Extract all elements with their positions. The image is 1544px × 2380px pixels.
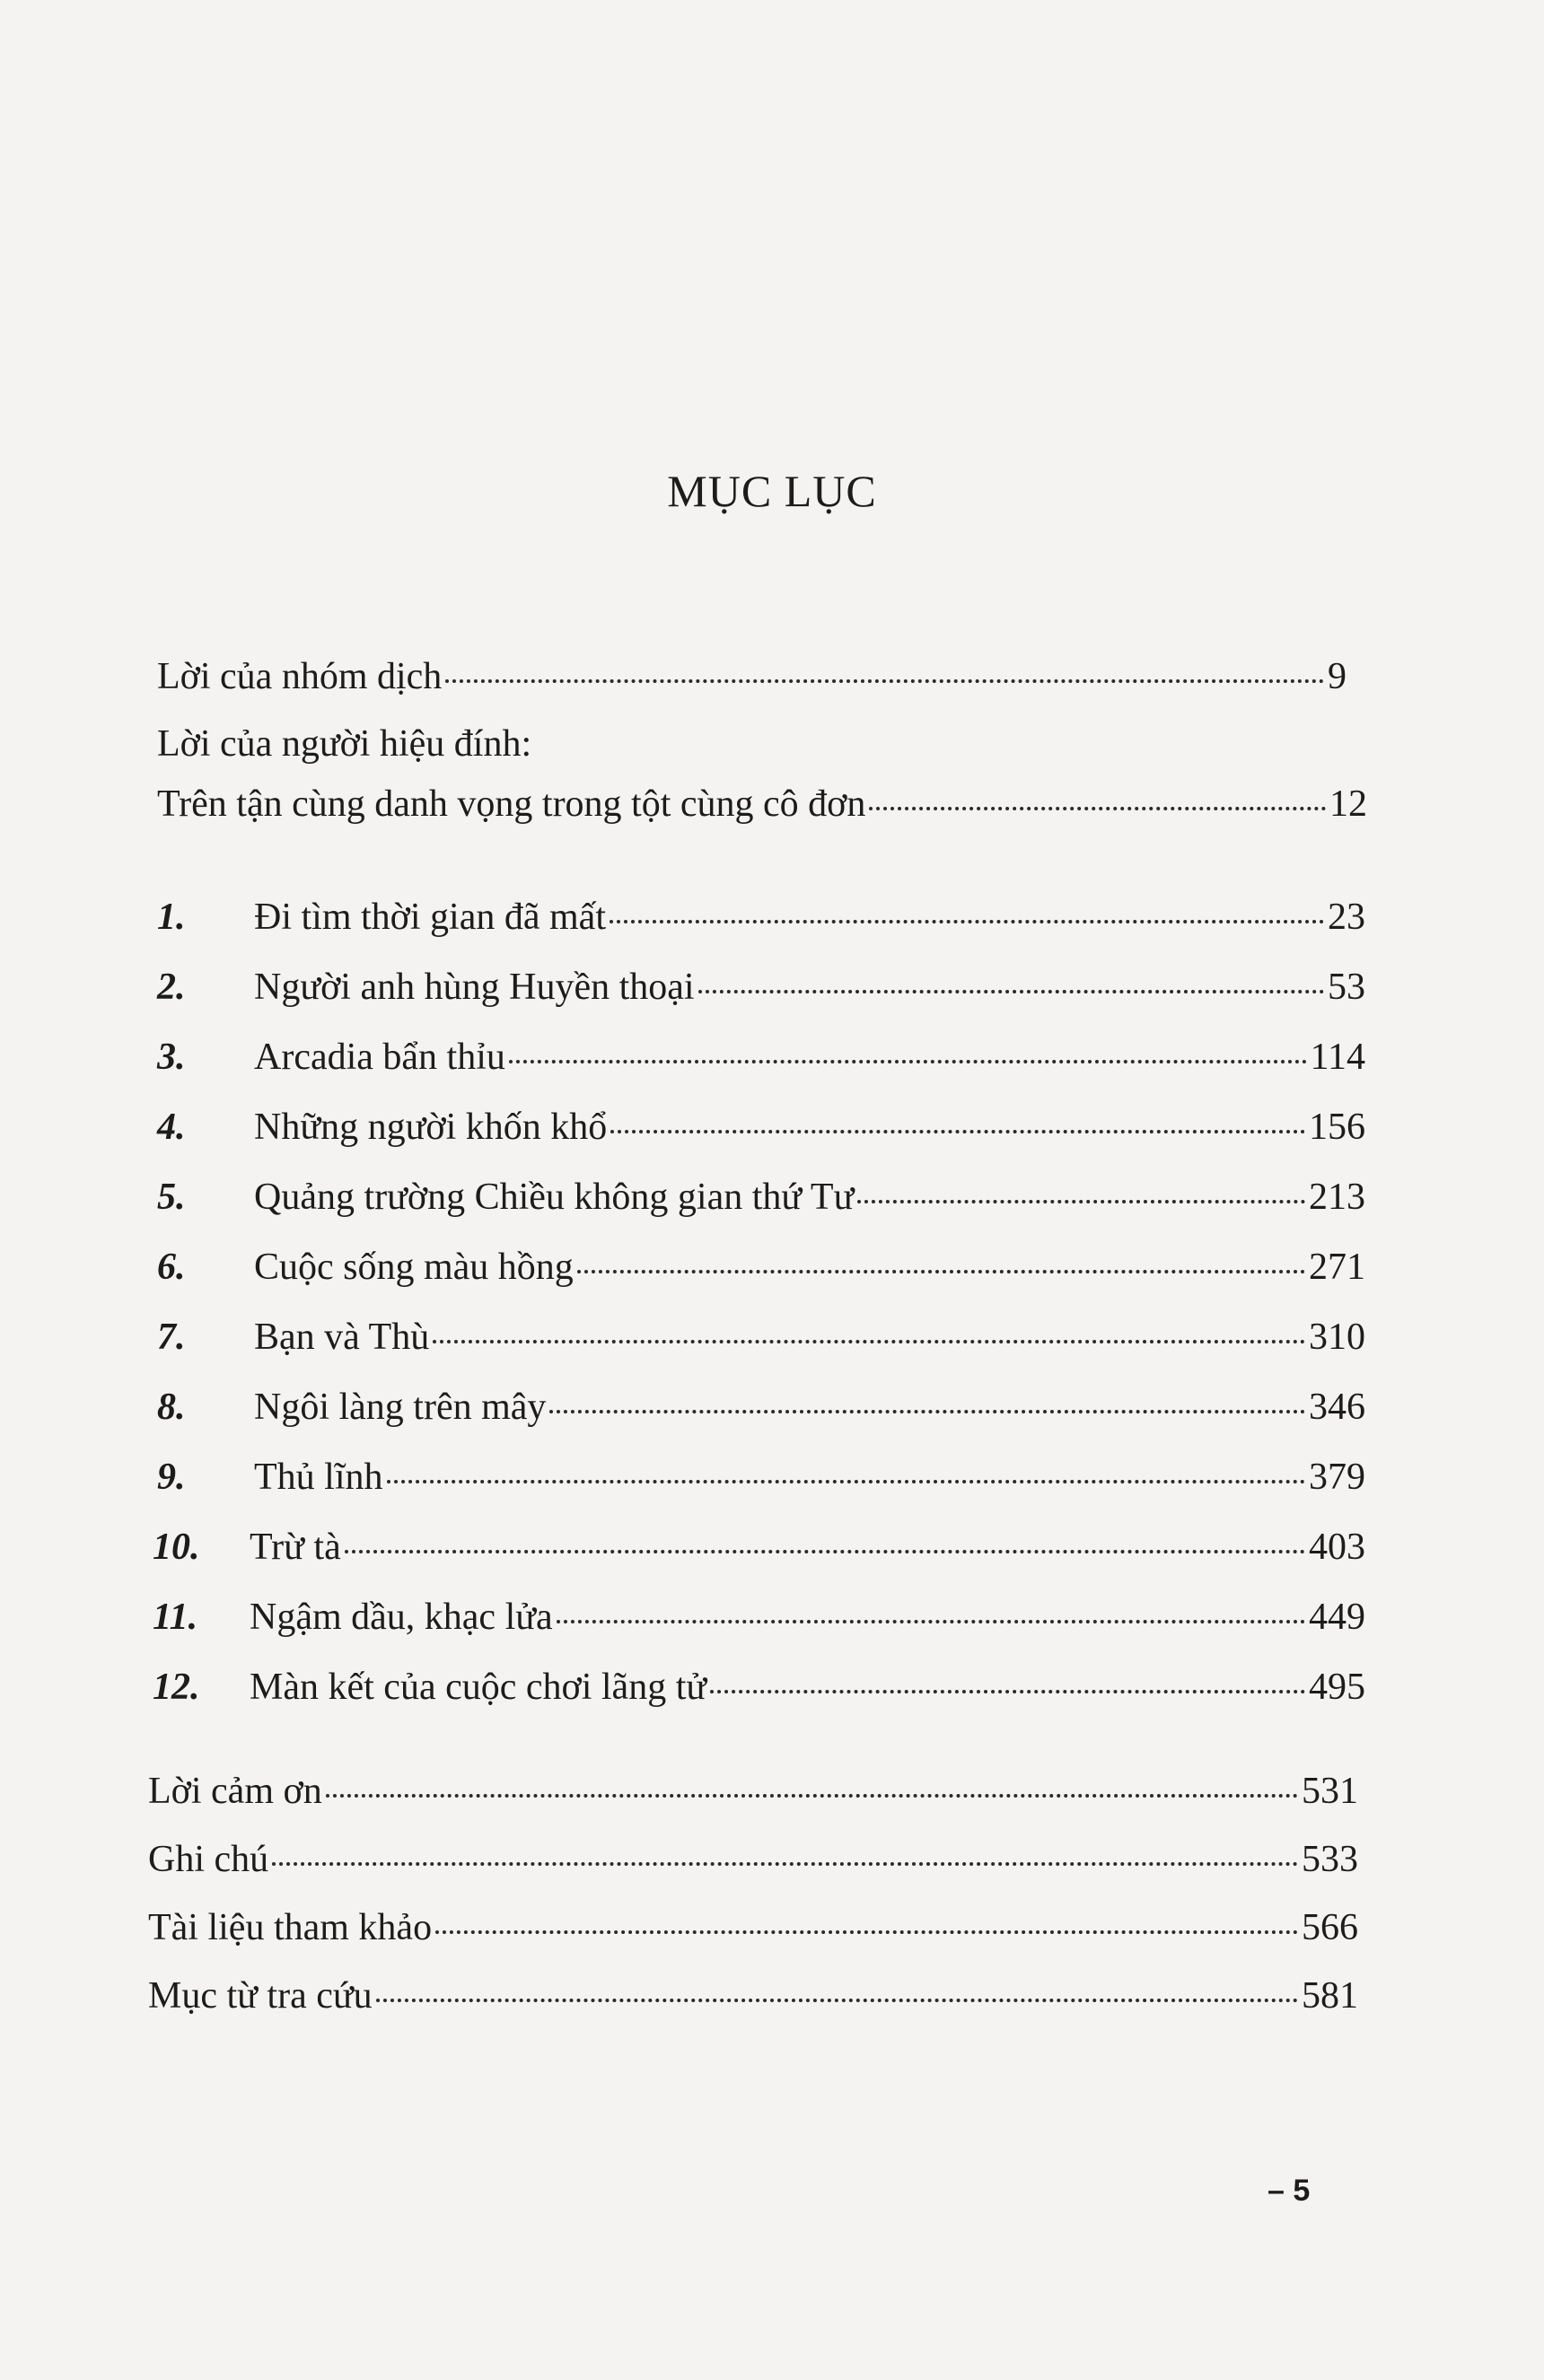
entry-page: 533 [1302,1839,1358,1880]
dot-leader [869,807,1326,810]
dot-leader [445,679,1324,683]
toc-entry-acknowledgements [148,1770,1358,1813]
dot-leader [435,1930,1298,1934]
chapter-number: 9. [157,1457,186,1498]
dot-leader [610,920,1324,923]
entry-page: 531 [1302,1771,1358,1812]
chapter-title: Cuộc sống màu hồng [254,1247,574,1288]
toc-chapter-8 [157,1386,1365,1429]
chapter-number: 12. [153,1667,200,1708]
toc-chapter-10 [153,1526,1365,1569]
entry-page: 9 [1328,656,1347,697]
chapter-number: 1. [157,897,186,938]
entry-page: 581 [1302,1975,1358,2017]
entry-label: Mục từ tra cứu [148,1975,373,2017]
dot-leader [577,1270,1305,1273]
toc-chapter-3 [157,1036,1365,1079]
chapter-page: 156 [1309,1107,1365,1148]
chapter-title: Đi tìm thời gian đã mất [254,897,606,938]
toc-chapter-2 [157,966,1365,1009]
dot-leader [345,1550,1305,1553]
entry-label: Lời cảm ơn [148,1771,322,1812]
dot-leader [610,1130,1305,1133]
toc-chapter-6 [157,1246,1365,1289]
dot-leader [326,1794,1298,1798]
page-title: MỤC LỤC [667,466,877,516]
chapter-title: Màn kết của cuộc chơi lãng tử [250,1667,707,1708]
chapter-title: Người anh hùng Huyền thoại [254,967,695,1008]
toc-chapter-7 [157,1316,1365,1359]
toc-chapter-4 [157,1106,1365,1149]
chapter-number: 6. [157,1247,186,1288]
toc-entry-translators-note [157,655,1347,698]
dot-leader [509,1060,1307,1063]
chapter-number: 5. [157,1177,186,1218]
toc-entry-references [148,1906,1358,1949]
dot-leader [272,1862,1298,1866]
entry-page: 566 [1302,1907,1358,1948]
chapter-number: 8. [157,1387,186,1428]
chapter-number: 11. [153,1597,198,1638]
toc-chapter-11 [153,1596,1365,1639]
entry-label: Tài liệu tham khảo [148,1907,433,1948]
chapter-page: 114 [1310,1037,1365,1078]
chapter-page: 449 [1309,1597,1365,1638]
dot-leader [698,990,1324,993]
toc-chapter-9 [157,1456,1365,1499]
dot-leader [387,1480,1306,1483]
chapter-number: 7. [157,1317,186,1358]
chapter-page: 53 [1328,967,1365,1008]
toc-entry-index [148,1974,1358,2017]
toc-entry-editor-note [157,783,1367,826]
dot-leader [857,1200,1305,1203]
chapter-title: Những người khốn khổ [254,1107,608,1148]
dot-leader [549,1410,1305,1413]
toc-chapter-1 [157,896,1365,939]
chapter-title: Quảng trường Chiều không gian thứ Tư [254,1177,855,1218]
toc-entry-editor-note-heading: Lời của người hiệu đính: [157,723,532,765]
chapter-title: Bạn và Thù [254,1317,430,1358]
entry-label: Trên tận cùng danh vọng trong tột cùng cô đơn [157,783,866,825]
dot-leader [433,1340,1305,1343]
chapter-number: 4. [157,1107,186,1148]
chapter-page: 310 [1309,1317,1365,1358]
chapter-number: 10. [153,1527,200,1568]
toc-chapter-5 [157,1176,1365,1219]
chapter-title: Thủ lĩnh [254,1457,383,1498]
chapter-number: 3. [157,1037,186,1078]
chapter-title: Ngôi làng trên mây [254,1387,547,1428]
chapter-page: 346 [1309,1387,1365,1428]
toc-entry-notes [148,1838,1358,1881]
entry-label: Lời của nhóm dịch [157,656,443,697]
chapter-page: 23 [1328,897,1365,938]
chapter-page: 379 [1309,1457,1365,1498]
chapter-page: 271 [1309,1247,1365,1288]
chapter-page: 403 [1309,1527,1365,1568]
page-number: – 5 [1268,2174,1311,2208]
chapter-title: Ngậm dầu, khạc lửa [250,1597,553,1638]
dot-leader [376,1999,1298,2002]
dot-leader [710,1690,1305,1693]
entry-page: 12 [1329,783,1367,825]
dot-leader [557,1620,1305,1623]
toc-chapter-12 [153,1666,1365,1709]
chapter-title: Arcadia bẩn thỉu [254,1037,505,1078]
chapter-page: 213 [1309,1177,1365,1218]
chapter-number: 2. [157,967,186,1008]
entry-label: Ghi chú [148,1839,269,1880]
chapter-title: Trừ tà [250,1527,341,1568]
chapter-page: 495 [1309,1667,1365,1708]
